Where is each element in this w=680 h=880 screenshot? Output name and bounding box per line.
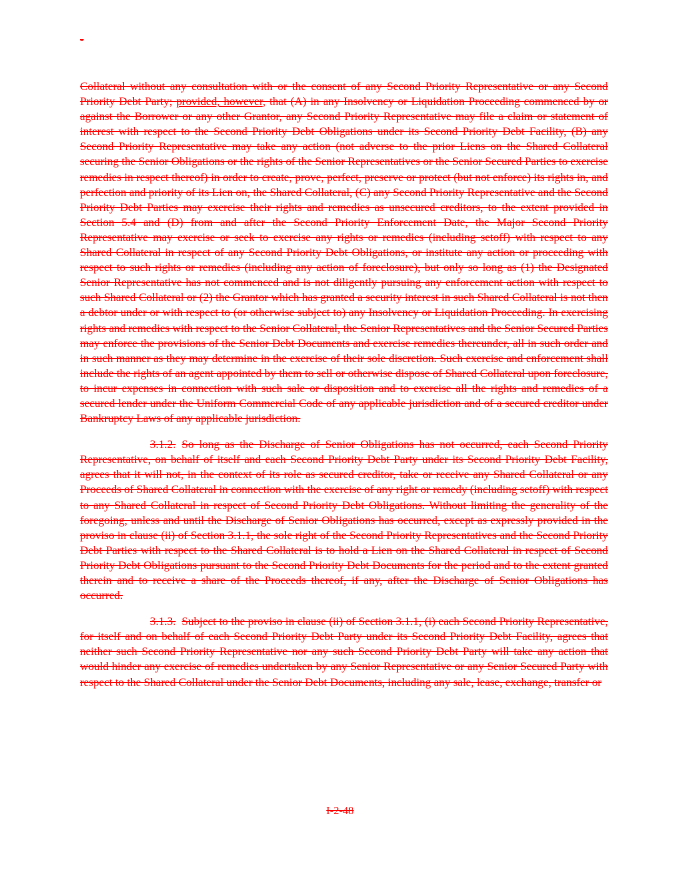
section-number: 3.1.3. [150, 616, 176, 629]
paragraph-1-text-b: , that (A) in any Insolvency or Liquidation Proceeding commenced by or against the Borrower or any other Grantor, any Second Priority Representative may file a claim or statement of interest with respect to the Second Priority Debt Obligations under its Second Priority Debt Facility, (B) any Second Priority Representative may take any action (not adverse to the prior Liens on the Shared Collateral securing the Senior Obligations or the rights of the Senior Representatives or the Senior Secured Parties to exercise remedies in respect thereof) in order to create, prove, perfect, preserve or protect (but not enforce) its rights in, and perfection and priority of its Lien on, the Shared Collateral, (C) any Second Priority Representative and the Second Priority Debt Parties may exercise their rights and remedies as unsecured creditors, to the extent provided in Section 5.4 and (D) from and after the Second Priority Enforcement Date, the Major Second Priority Representative may exercise or seek to exercise any rights or remedies (including setoff) with respect to any Shared Collateral in respect of any Second Priority Debt Obligations, or institute any action or proceeding with respect to such rights or remedies (including any action of foreclosure), but only so long as (1) the Designated Senior Representative has not commenced and is not diligently pursuing any enforcement action with respect to such Shared Collateral or (2) the Grantor which has granted a security interest in such Shared Collateral is not then a debtor under or with respect to (or otherwise subject to) any Insolvency or Liquidation Proceeding. In exercising rights and remedies with respect to the Senior Collateral, the Senior Representatives and the Senior Secured Parties may enforce the provisions of the Senior Debt Documents and exercise remedies thereunder, all in such order and in such manner as they may determine in the exercise of their sole discretion. Such exercise and enforcement shall include the rights of an agent appointed by them to sell or otherwise dispose of Shared Collateral upon foreclosure, to incur expenses in connection with such sale or disposition and to exercise all the rights and remedies of a secured lender under the Uniform Commercial Code of any applicable jurisdiction and of a secured creditor under Bankruptcy Laws of any applicable jurisdiction. [80, 96, 608, 426]
section-text: So long as the Discharge of Senior Obligations has not occurred, each Second Priority Representative, on behalf of itself and each Second Priority Debt Party under its Second Priority Debt Facility, agrees that it will not, in the context of its role as secured creditor, take or receive any Shared Collateral or any Proceeds of Shared Collateral in connection with the exercise of any right or remedy (including setoff) with respect to any Shared Collateral in respect of Second Priority Debt Obligations. Without limiting the generality of the foregoing, unless and until the Discharge of Senior Obligations has occurred, except as expressly provided in the proviso in clause (ii) of Section 3.1.1, the sole right of the Second Priority Representatives and the Second Priority Debt Parties with respect to the Shared Collateral is to hold a Lien on the Shared Collateral in respect of Second Priority Debt Obligations pursuant to the Second Priority Debt Documents for the period and to the extent granted therein and to receive a share of the Proceeds thereof, if any, after the Discharge of Senior Obligations has occurred. [80, 439, 608, 603]
page-number: I-2-48 [326, 805, 354, 817]
revision-mark: - [80, 34, 84, 46]
section-3-1-2 [80, 438, 608, 604]
paragraph-1-text-a: Collateral without any consultation with or the consent of any Second Priority Representative or any Second Priority Debt Party; [80, 81, 608, 109]
proviso-emphasis: provided, however [176, 96, 263, 109]
section-number: 3.1.2. [150, 439, 176, 452]
paragraph-continuation [80, 80, 608, 427]
section-text: Subject to the proviso in clause (ii) of Section 3.1.1, (i) each Second Priority Representative, for itself and on behalf of each Second Priority Debt Party under its Second Priority Debt Facility, agrees that neither such Second Priority Representative nor any such Second Priority Debt Party will take any action that would hinder any exercise of remedies undertaken by any Senior Representative or any Senior Secured Party with respect to the Shared Collateral under the Senior Debt Documents, including any sale, lease, exchange, transfer or [80, 616, 608, 689]
document-body [80, 80, 608, 691]
section-3-1-3 [80, 615, 608, 690]
